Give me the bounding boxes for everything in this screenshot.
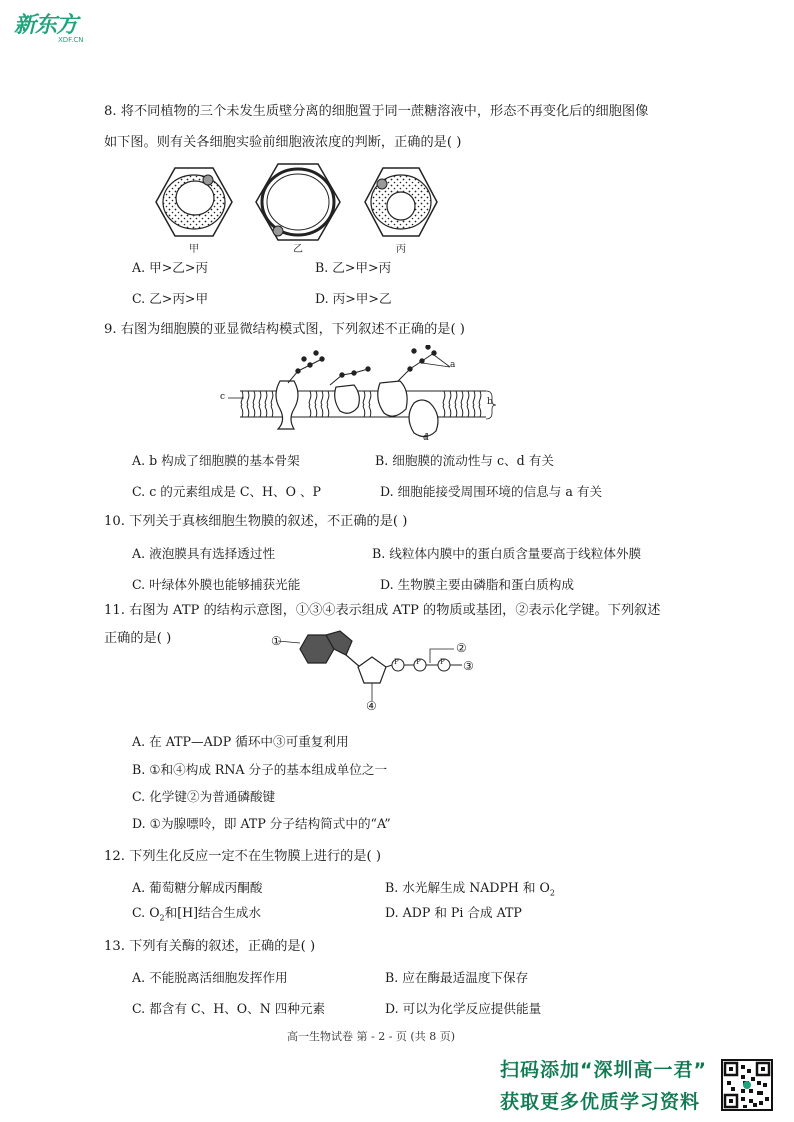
q11-label-4: ④ bbox=[366, 699, 377, 713]
q8-option-b: B. 乙>甲>丙 bbox=[315, 260, 392, 275]
q12-option-c bbox=[132, 904, 261, 928]
q11-label-2: ② bbox=[456, 641, 467, 655]
q13-stem: 13. 下列有关酶的叙述，正确的是( ) bbox=[104, 939, 316, 954]
q8-option-d: D. 丙>甲>乙 bbox=[315, 291, 392, 306]
adenine-base bbox=[300, 631, 352, 663]
q11-label-1: ① bbox=[271, 634, 282, 648]
promo-line2: 获取更多优质学习资料 bbox=[500, 1091, 701, 1113]
caption-yi: 乙 bbox=[293, 244, 303, 255]
q11-stem-line1: 11. 右图为 ATP 的结构示意图，①③④表示组成 ATP 的物质或基团，②表示化学键。下列叙述 bbox=[104, 603, 661, 618]
q8-stem-line2: 如下图。则有关各细胞实验前细胞液浓度的判断，正确的是( ) bbox=[104, 135, 462, 150]
q9-label-d: d bbox=[423, 433, 429, 443]
q8-stem-line1: 8. 将不同植物的三个未发生质壁分离的细胞置于同一蔗糖溶液中，形态不再变化后的细胞图像 bbox=[104, 104, 649, 119]
q10-option-d: D. 生物膜主要由磷脂和蛋白质构成 bbox=[380, 577, 574, 592]
q13-option-a: A. 不能脱离活细胞发挥作用 bbox=[132, 970, 288, 985]
q13-option-d: D. 可以为化学反应提供能量 bbox=[385, 1001, 542, 1016]
cell-yi bbox=[256, 164, 340, 240]
q10-option-b: B. 线粒体内膜中的蛋白质含量要高于线粒体外膜 bbox=[372, 546, 642, 561]
q9-label-b: b bbox=[487, 397, 493, 407]
promo-line1: 扫码添加“深圳高一君” bbox=[500, 1059, 707, 1081]
membrane-proteins bbox=[276, 381, 438, 437]
q11-option-b: B. ①和④构成 RNA 分子的基本组成单位之一 bbox=[132, 762, 388, 777]
q12-option-a: A. 葡萄糖分解成丙酮酸 bbox=[132, 880, 263, 895]
q12-option-c-rest: 和[H]结合生成水 bbox=[164, 905, 261, 920]
q9-label-c: c bbox=[220, 392, 226, 402]
q8-option-c: C. 乙>丙>甲 bbox=[132, 291, 209, 306]
q11-option-a: A. 在 ATP—ADP 循环中③可重复利用 bbox=[132, 734, 349, 749]
q10-option-c: C. 叶绿体外膜也能够捕获光能 bbox=[132, 577, 301, 592]
q9-option-d: D. 细胞能接受周围环境的信息与 a 有关 bbox=[380, 484, 603, 499]
q12-option-b-sub: 2 bbox=[549, 888, 555, 898]
qr-code[interactable] bbox=[721, 1059, 773, 1111]
glycocalyx-chains bbox=[288, 345, 436, 385]
q12-option-b bbox=[385, 879, 555, 903]
q12-stem: 12. 下列生化反应一定不在生物膜上进行的是( ) bbox=[104, 849, 382, 864]
q11-option-d: D. ①为腺嘌呤，即 ATP 分子结构简式中的“A” bbox=[132, 816, 391, 831]
brand-logo bbox=[14, 14, 94, 50]
q12-option-d: D. ADP 和 Pi 合成 ATP bbox=[385, 905, 522, 920]
logo-text: 新东方 bbox=[14, 13, 78, 38]
cell-bing bbox=[365, 168, 437, 236]
q12-option-c-sub: 2 bbox=[159, 913, 165, 923]
q9-option-c: C. c 的元素组成是 C、H、O 、P bbox=[132, 484, 322, 499]
page-footer: 高一生物试卷 第 - 2 - 页 (共 8 页) bbox=[287, 1030, 455, 1043]
q13-option-c: C. 都含有 C、H、O、N 四种元素 bbox=[132, 1001, 326, 1016]
q9-option-b: B. 细胞膜的流动性与 c、d 有关 bbox=[375, 453, 554, 468]
q11-stem-line2: 正确的是( ) bbox=[104, 631, 172, 646]
q13-option-b: B. 应在酶最适温度下保存 bbox=[385, 970, 529, 985]
base-sugar-bond bbox=[346, 655, 360, 667]
cell-jia bbox=[156, 168, 232, 236]
q11-label-3: ③ bbox=[463, 659, 474, 673]
caption-bing: 丙 bbox=[396, 244, 406, 255]
qr-code-icon bbox=[723, 1061, 771, 1109]
label-lines bbox=[228, 355, 496, 439]
q10-stem: 10. 下列关于真核细胞生物膜的叙述，不正确的是( ) bbox=[104, 514, 408, 529]
q9-stem: 9. 右图为细胞膜的亚显微结构模式图，下列叙述不正确的是( ) bbox=[104, 322, 465, 337]
q9-option-a: A. b 构成了细胞膜的基本骨架 bbox=[132, 453, 300, 468]
q12-option-c-text: C. O bbox=[132, 905, 160, 920]
q9-label-a: a bbox=[450, 360, 456, 370]
q12-option-b-text: B. 水光解生成 NADPH 和 O bbox=[385, 880, 550, 895]
q9-membrane-figure bbox=[218, 345, 508, 447]
caption-jia: 甲 bbox=[189, 244, 199, 255]
logo-subtext: XDF.CN bbox=[58, 36, 84, 44]
q8-option-a: A. 甲>乙>丙 bbox=[132, 260, 208, 275]
ribose-ring bbox=[358, 657, 386, 683]
q11-phosphate-3: P bbox=[440, 658, 445, 666]
q11-phosphate-2: P bbox=[416, 658, 421, 666]
q11-option-c: C. 化学键②为普通磷酸键 bbox=[132, 789, 276, 804]
q11-phosphate-1: P bbox=[394, 658, 399, 666]
q10-option-a: A. 液泡膜具有选择透过性 bbox=[132, 546, 276, 561]
